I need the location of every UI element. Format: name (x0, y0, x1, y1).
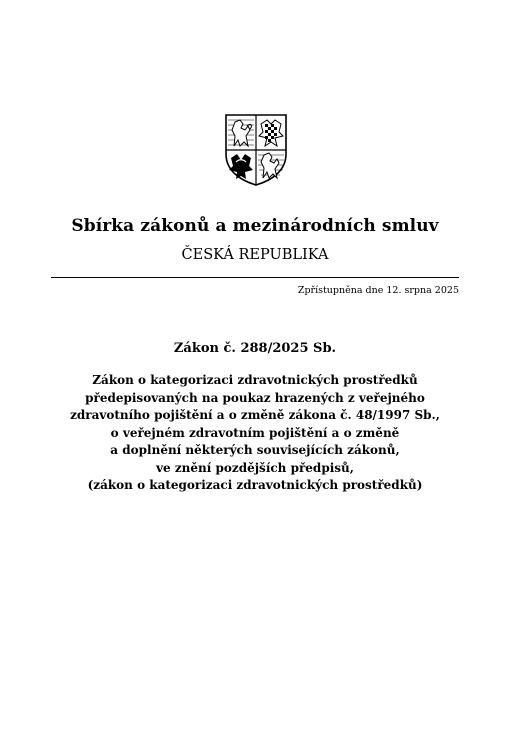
collection-title: Sbírka zákonů a mezinárodních smluv (71, 216, 439, 236)
coat-of-arms-icon (223, 112, 289, 187)
law-title-line: a doplnění některých souvisejících zákonů, (110, 443, 400, 457)
header-divider (51, 277, 459, 278)
law-title-line: ve znění pozdějších předpisů, (156, 460, 354, 475)
law-title-line: (zákon o kategorizaci zdravotnických prostředků) (87, 478, 423, 492)
law-number: Zákon č. 288/2025 Sb. (173, 341, 337, 356)
law-title-line: zdravotního pojištění a o změně zákona č. 48/1997 Sb., (70, 408, 440, 422)
publication-date: Zpřístupněna dne 12. srpna 2025 (297, 285, 459, 296)
law-title-line: předepisovaných na poukaz hrazených z veřejného (85, 390, 425, 405)
law-title (60, 372, 450, 495)
law-title-line: o veřejném zdravotním pojištění a o změně (110, 425, 400, 440)
law-title-line: Zákon o kategorizaci zdravotnických prostředků (92, 373, 418, 387)
country-name: ČESKÁ REPUBLIKA (181, 247, 329, 263)
